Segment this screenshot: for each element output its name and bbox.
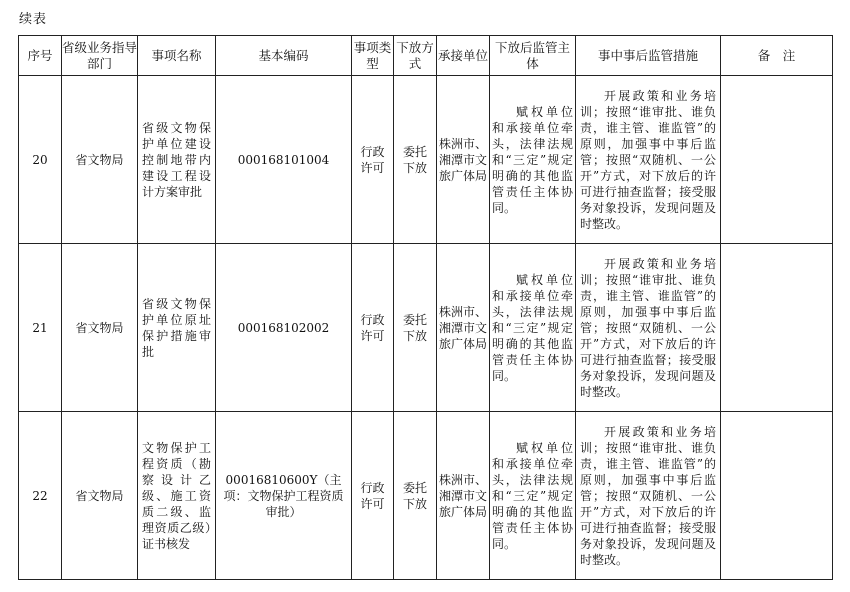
cell-measures: 开展政策和业务培训；按照“谁审批、谁负责，谁主管、谁监管”的原则，加强事中事后监管；按照“双随机、一公开”方式，对下放后的许可进行抽查监督；接受服务对象投诉，发现问题及时整改。 bbox=[576, 412, 721, 580]
cell-mode: 委托下放 bbox=[394, 76, 437, 244]
table-row bbox=[19, 244, 833, 412]
header-remark: 备 注 bbox=[721, 36, 833, 76]
header-name: 事项名称 bbox=[138, 36, 216, 76]
cell-unit: 株洲市、湘潭市文旅广体局 bbox=[437, 412, 490, 580]
header-mode: 下放方式 bbox=[394, 36, 437, 76]
cell-unit: 株洲市、湘潭市文旅广体局 bbox=[437, 76, 490, 244]
cell-subject: 赋权单位和承接单位牵头，法律法规和“三定”规定明确的其他监管责任主体协同。 bbox=[490, 76, 576, 244]
table-row bbox=[19, 412, 833, 580]
cell-subject: 赋权单位和承接单位牵头，法律法规和“三定”规定明确的其他监管责任主体协同。 bbox=[490, 412, 576, 580]
cell-dept: 省文物局 bbox=[62, 412, 138, 580]
cell-dept: 省文物局 bbox=[62, 244, 138, 412]
cell-seq: 21 bbox=[19, 244, 62, 412]
table-caption: 续表 bbox=[19, 12, 48, 27]
header-dept: 省级业务指导部门 bbox=[62, 36, 138, 76]
cell-mode: 委托下放 bbox=[394, 412, 437, 580]
header-code: 基本编码 bbox=[216, 36, 352, 76]
cell-type: 行政许可 bbox=[352, 76, 394, 244]
header-unit: 承接单位 bbox=[437, 36, 490, 76]
cell-code: 00016810600Y（主项：文物保护工程资质审批） bbox=[216, 412, 352, 580]
cell-code: 000168102002 bbox=[216, 244, 352, 412]
cell-remark bbox=[721, 412, 833, 580]
cell-name: 省级文物保护单位原址保护措施审批 bbox=[138, 244, 216, 412]
header-measures: 事中事后监管措施 bbox=[576, 36, 721, 76]
cell-measures: 开展政策和业务培训；按照“谁审批、谁负责，谁主管、谁监管”的原则，加强事中事后监管；按照“双随机、一公开”方式，对下放后的许可进行抽查监督；接受服务对象投诉，发现问题及时整改。 bbox=[576, 76, 721, 244]
cell-code: 000168101004 bbox=[216, 76, 352, 244]
header-seq: 序号 bbox=[19, 36, 62, 76]
delegation-table bbox=[18, 35, 833, 580]
header-subject: 下放后监管主体 bbox=[490, 36, 576, 76]
cell-remark bbox=[721, 76, 833, 244]
cell-name: 省级文物保护单位建设控制地带内建设工程设计方案审批 bbox=[138, 76, 216, 244]
cell-measures: 开展政策和业务培训；按照“谁审批、谁负责，谁主管、谁监管”的原则，加强事中事后监管；按照“双随机、一公开”方式，对下放后的许可进行抽查监督；接受服务对象投诉，发现问题及时整改。 bbox=[576, 244, 721, 412]
cell-seq: 20 bbox=[19, 76, 62, 244]
cell-remark bbox=[721, 244, 833, 412]
cell-name: 文物保护工程资质（勘察设计乙级、施工资质二级、监理资质乙级）证书核发 bbox=[138, 412, 216, 580]
cell-mode: 委托下放 bbox=[394, 244, 437, 412]
cell-seq: 22 bbox=[19, 412, 62, 580]
cell-type: 行政许可 bbox=[352, 412, 394, 580]
table-header-row bbox=[19, 36, 833, 76]
cell-type: 行政许可 bbox=[352, 244, 394, 412]
cell-subject: 赋权单位和承接单位牵头，法律法规和“三定”规定明确的其他监管责任主体协同。 bbox=[490, 244, 576, 412]
cell-dept: 省文物局 bbox=[62, 76, 138, 244]
cell-unit: 株洲市、湘潭市文旅广体局 bbox=[437, 244, 490, 412]
table-row bbox=[19, 76, 833, 244]
header-type: 事项类型 bbox=[352, 36, 394, 76]
